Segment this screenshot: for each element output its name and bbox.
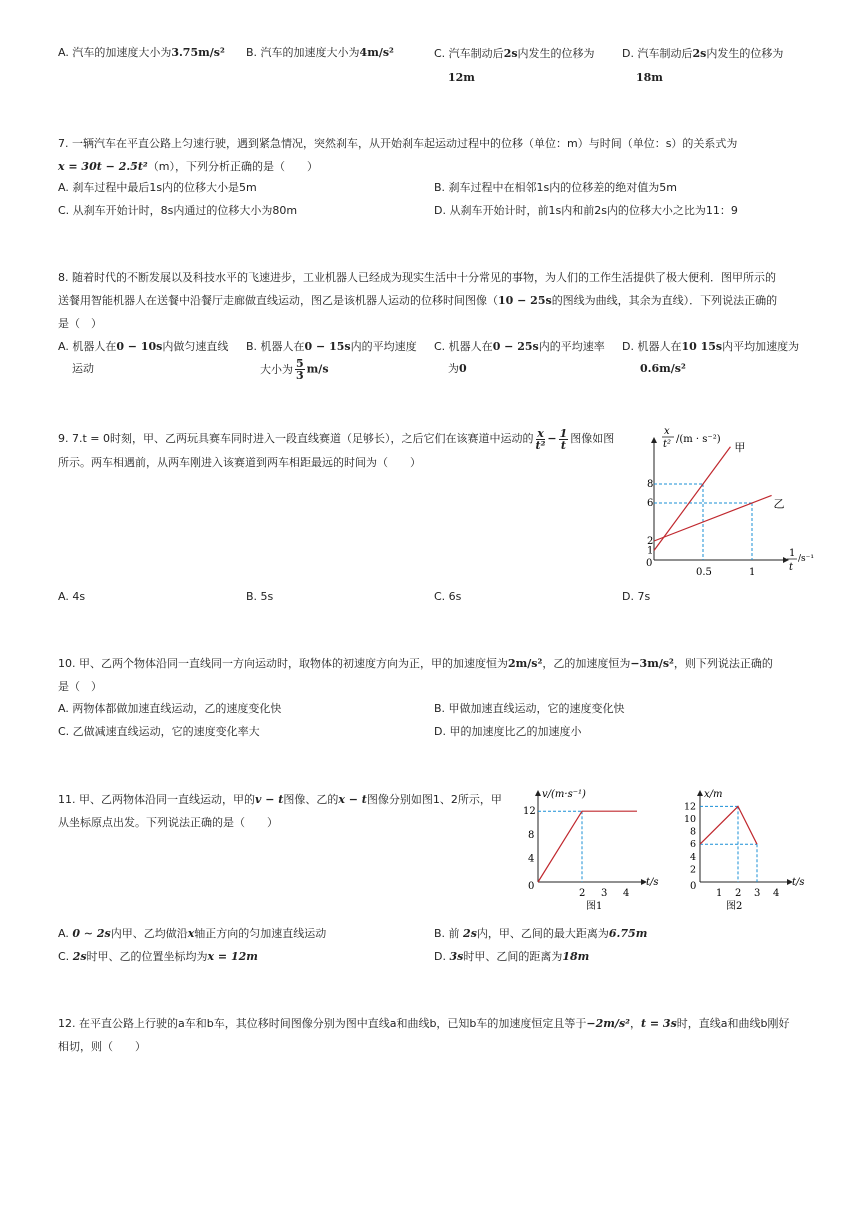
- q6-option-b[interactable]: B. 汽车的加速度大小为4m/s²: [246, 46, 394, 59]
- q6-option-a[interactable]: A. 汽车的加速度大小为3.75m/s²: [58, 46, 225, 59]
- f1-ytick-8: 8: [528, 829, 535, 841]
- f1-ytick-12: 12: [523, 806, 536, 818]
- q9-stem: 9. 7.t = 0时刻，甲、乙两玩具赛车同时进入一段直线赛道（足够长），之后它们在该赛道中运动的 $\frac{x}{\text{t²}}$ − $\frac{1}{t}$ 图像如图 所示。两车相遇前，从两车刚进入该赛道到两车相距最远的时间为（ ）: [58, 426, 615, 469]
- q9-ytick-1: 1: [647, 545, 654, 557]
- f2-ytick-12: 12: [684, 801, 697, 813]
- q9-graph: [640, 420, 820, 585]
- q12-stem: 12. 在平直公路上行驶的a车和b车，其位移时间图像分别为图中直线a和曲线b，已知b车的加速度恒定且等于−2m/s²，t = 3s时，直线a和曲线b刚好 相切，则（ ）: [58, 1017, 790, 1053]
- q7-option-b[interactable]: B. 刹车过程中在相邻1s内的位移差的绝对值为5m: [434, 181, 677, 194]
- q9-ylabel-num: x: [664, 426, 670, 437]
- q9-label-jia: 甲: [734, 440, 746, 454]
- f1-xtick-2: 2: [579, 888, 586, 899]
- q10-option-a[interactable]: A. 两物体都做加速直线运动，乙的速度变化快: [58, 702, 282, 715]
- f1-caption: 图1: [586, 901, 603, 912]
- f1-origin: 0: [528, 881, 535, 892]
- f2-ytick-2: 2: [690, 864, 697, 876]
- q11-option-b[interactable]: B. 前 2s内，甲、乙间的最大距离为6.75m: [434, 927, 648, 940]
- f2-xtick-3: 3: [754, 888, 761, 899]
- q10-option-b[interactable]: B. 甲做加速直线运动，它的速度变化快: [434, 702, 625, 715]
- q9-ylabel-unit: /(m · s⁻²): [676, 434, 721, 445]
- f1-xtick-3: 3: [601, 888, 608, 899]
- q9-xlabel-den: t: [789, 562, 794, 573]
- q6-option-d[interactable]: D. 汽车制动后2s内发生的位移为 18m: [622, 47, 784, 84]
- q11-figure-2: [680, 785, 815, 915]
- q9-ylabel-den: t²: [663, 439, 672, 450]
- f2-caption: 图2: [726, 901, 743, 912]
- f1-xlabel: t/s: [646, 877, 659, 888]
- q9-xlabel-unit: /s⁻¹: [798, 554, 815, 564]
- f2-ytick-4: 4: [690, 851, 697, 863]
- f2-xtick-2: 2: [735, 888, 742, 899]
- f2-ylabel: x/m: [704, 789, 723, 800]
- q8-option-b[interactable]: B. 机器人在0 − 15s内的平均速度 大小为 $\frac{5}{3}$ m/s: [246, 340, 417, 382]
- q11-figure-1: [518, 785, 668, 915]
- q9-xlabel-num: 1: [789, 548, 796, 559]
- q7-option-a[interactable]: A. 刹车过程中最后1s内的位移大小是5m: [58, 181, 257, 194]
- q10-option-d[interactable]: D. 甲的加速度比乙的加速度小: [434, 725, 582, 738]
- f1-series: [538, 811, 637, 882]
- f2-xtick-4: 4: [773, 888, 780, 899]
- q9-origin: 0: [646, 558, 653, 569]
- q9-option-c[interactable]: C. 6s: [434, 590, 462, 603]
- q10-stem: 10. 甲、乙两个物体沿同一直线同一方向运动时，取物体的初速度方向为正，甲的加速度恒为2m/s²，乙的加速度恒为−3m/s²，则下列说法正确的 是（ ）: [58, 657, 773, 693]
- q10-option-c[interactable]: C. 乙做减速直线运动，它的速度变化率大: [58, 725, 260, 738]
- q11-option-a[interactable]: A. 0 ∼ 2s内甲、乙均做沿x轴正方向的匀加速直线运动: [58, 927, 327, 940]
- q9-xtick-0.5: 0.5: [696, 567, 712, 578]
- f2-xlabel: t/s: [792, 877, 805, 888]
- f1-xtick-4: 4: [623, 888, 630, 899]
- q8-option-c[interactable]: C. 机器人在0 − 25s内的平均速率 为0: [434, 340, 605, 375]
- q9-series-jia: [654, 447, 730, 551]
- f2-xtick-1: 1: [716, 888, 723, 899]
- q9-option-b[interactable]: B. 5s: [246, 590, 274, 603]
- q8-option-a[interactable]: A. 机器人在0 − 10s内做匀速直线 运动: [58, 340, 229, 375]
- f1-ylabel: v/(m·s⁻¹): [542, 789, 586, 800]
- q11-option-d[interactable]: D. 3s时甲、乙间的距离为18m: [434, 950, 590, 963]
- q9-option-a[interactable]: A. 4s: [58, 590, 86, 603]
- q11-stem: 11. 甲、乙两物体沿同一直线运动，甲的v − t图像、乙的x − t图像分别如图1、2所示，甲 从坐标原点出发。下列说法正确的是（ ）: [58, 793, 502, 829]
- q7-option-d[interactable]: D. 从刹车开始计时，前1s内和前2s内的位移大小之比为11：9: [434, 204, 738, 217]
- q8-option-d[interactable]: D. 机器人在10 15s内平均加速度为 0.6m/s²: [622, 340, 800, 375]
- q9-series-yi: [654, 495, 772, 541]
- f2-ytick-6: 6: [690, 839, 697, 851]
- f2-ytick-10: 10: [684, 814, 697, 825]
- f2-ytick-8: 8: [690, 826, 697, 838]
- q8-stem: 8. 随着时代的不断发展以及科技水平的飞速进步，工业机器人已经成为现实生活中十分常见的事物，为人们的工作生活提供了极大便利．图甲所示的 送餐用智能机器人在送餐中沿餐厅走廊做直线运动，图乙是该机器人运动的位移时间图像（10 − 25s的图线为曲线，其余为直线）．下列说法正确的 是（ ）: [58, 271, 778, 330]
- q6-option-c[interactable]: C. 汽车制动后2s内发生的位移为 12m: [434, 47, 595, 84]
- q9-option-d[interactable]: D. 7s: [622, 590, 651, 603]
- f2-origin: 0: [690, 881, 697, 892]
- q9-label-yi: 乙: [773, 497, 785, 511]
- q9-xtick-1: 1: [749, 567, 756, 578]
- q9-ytick-6: 6: [647, 498, 654, 509]
- q9-ytick-8: 8: [647, 479, 654, 490]
- f2-series: [700, 806, 757, 844]
- q7-option-c[interactable]: C. 从刹车开始计时，8s内通过的位移大小为80m: [58, 204, 298, 217]
- f1-ytick-4: 4: [528, 853, 535, 865]
- q9-ytick-2: 2: [647, 536, 654, 547]
- q11-option-c[interactable]: C. 2s时甲、乙的位置坐标均为x = 12m: [58, 950, 258, 963]
- q7-stem: 7. 一辆汽车在平直公路上匀速行驶，遇到紧急情况，突然刹车，从开始刹车起运动过程中的位移（单位：m）与时间（单位：s）的关系式为 x = 30t − 2.5t²（m），下列分析正确的是（ ）: [58, 137, 738, 173]
